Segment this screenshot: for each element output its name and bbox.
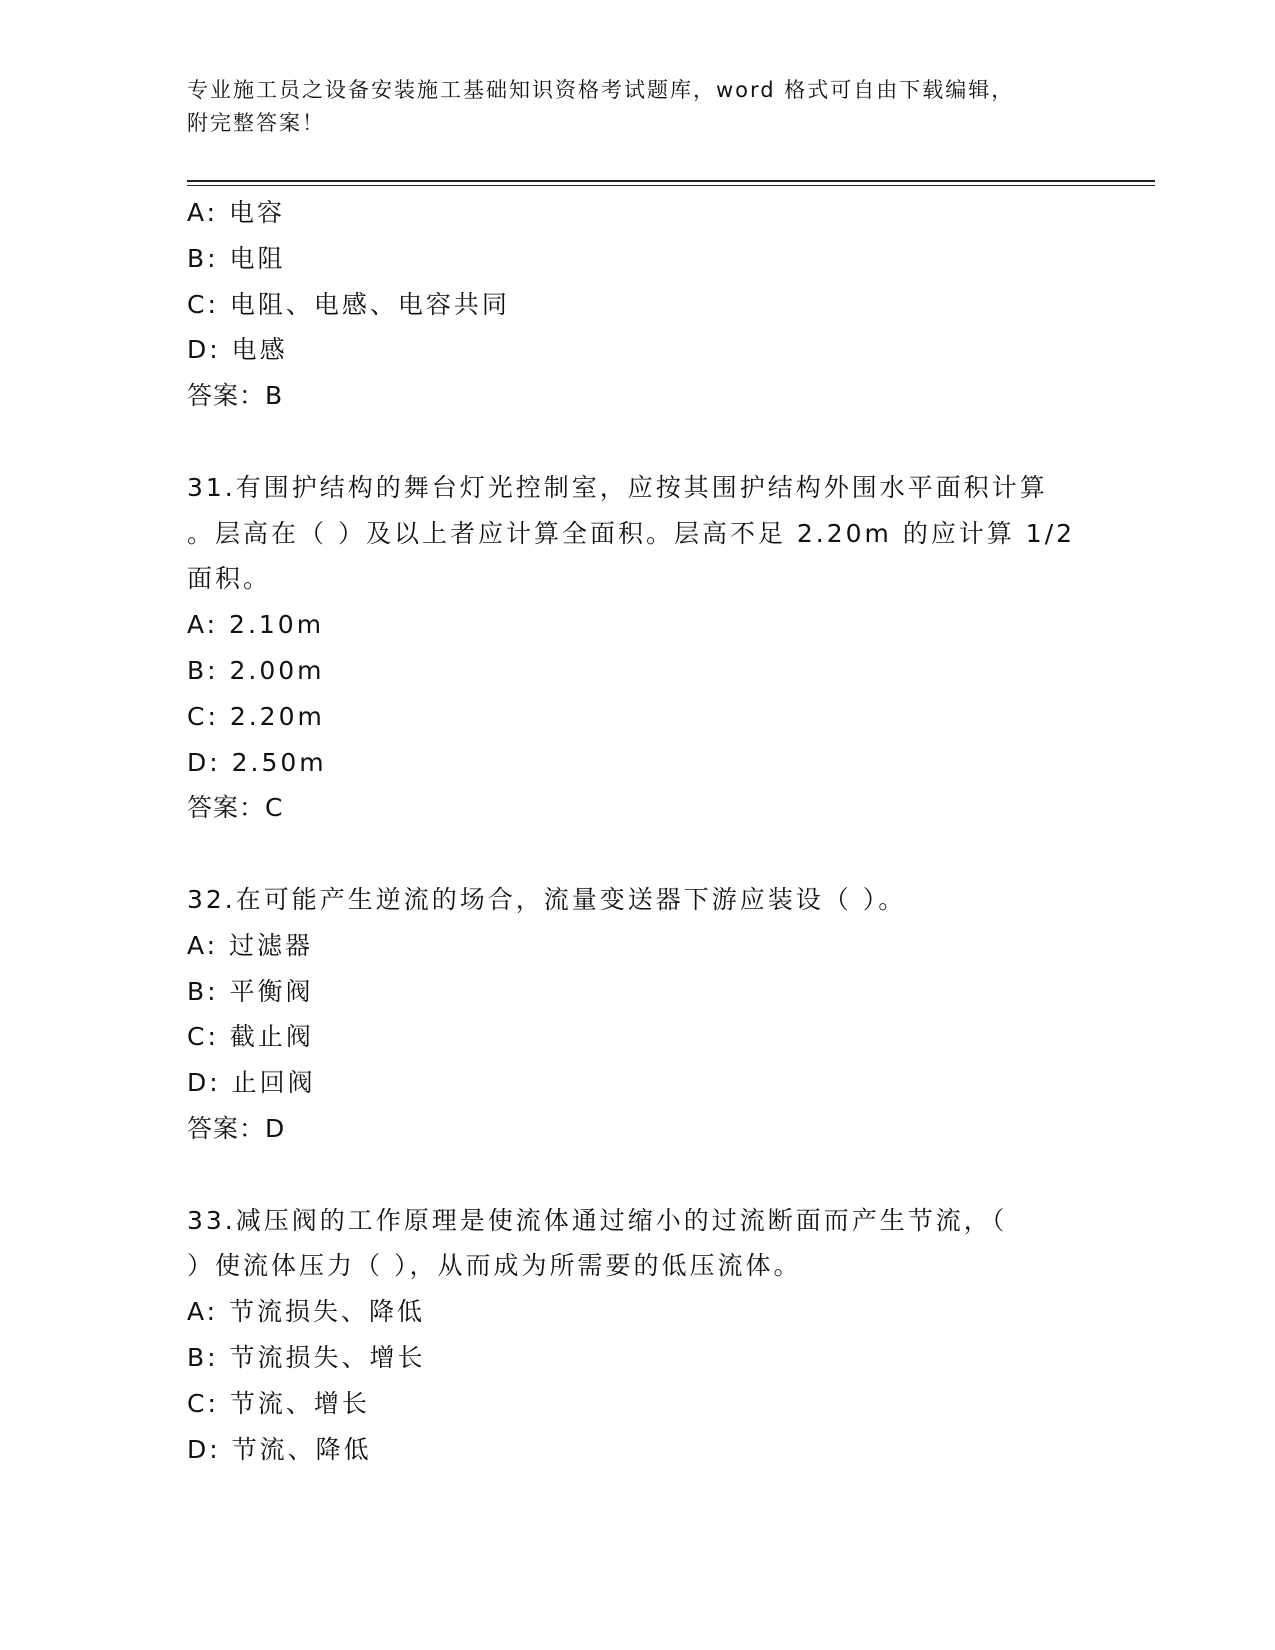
- answer-line: 答案：C: [187, 793, 284, 823]
- header-rule-thick: [187, 180, 1155, 182]
- option-d: D: 2.50m: [187, 747, 327, 777]
- question-30: [187, 190, 1155, 419]
- option-c: C: 截止阀: [187, 1022, 314, 1052]
- option-a: A: 过滤器: [187, 930, 314, 960]
- question-line: 面积。: [187, 564, 272, 594]
- option-b: B: 节流损失、增长: [187, 1342, 426, 1372]
- option-b: B: 电阻: [187, 243, 286, 273]
- question-line: 32.在可能产生逆流的场合，流量变送器下游应装设（ ）。: [187, 884, 907, 914]
- option-b: B: 平衡阀: [187, 976, 314, 1006]
- question-32: [187, 877, 1155, 1152]
- question-31: [187, 465, 1155, 831]
- question-text: [187, 465, 1155, 602]
- question-list: [187, 190, 1155, 1472]
- question-text: [187, 877, 1155, 923]
- option-a: A: 节流损失、降低: [187, 1297, 426, 1327]
- question-33: [187, 1198, 1155, 1473]
- question-line: 31.有围护结构的舞台灯光控制室，应按其围护结构外围水平面积计算: [187, 472, 1048, 502]
- option-a: A: 2.10m: [187, 610, 325, 640]
- header-line-1: 专业施工员之设备安装施工基础知识资格考试题库，word 格式可自由下载编辑，: [187, 78, 1015, 102]
- answer-line: 答案：D: [187, 1113, 286, 1143]
- option-d: D: 节流、降低: [187, 1434, 372, 1464]
- option-c: C: 节流、增长: [187, 1388, 370, 1418]
- question-line: ）使流体压力（ ），从而成为所需要的低压流体。: [187, 1251, 802, 1281]
- option-b: B: 2.00m: [187, 655, 325, 685]
- question-line: 。层高在（ ）及以上者应计算全面积。层高不足 2.20m 的应计算 1/2: [187, 518, 1076, 548]
- header-rule-thin: [187, 185, 1155, 186]
- option-d: D: 止回阀: [187, 1068, 316, 1098]
- question-line: 33.减压阀的工作原理是使流体通过缩小的过流断面而产生节流，（: [187, 1205, 1008, 1235]
- option-c: C: 电阻、电感、电容共同: [187, 289, 510, 319]
- option-a: A: 电容: [187, 198, 286, 227]
- header-line-2: 附完整答案！: [187, 111, 325, 135]
- question-text: [187, 1198, 1155, 1290]
- option-c: C: 2.20m: [187, 701, 325, 731]
- option-d: D: 电感: [187, 335, 288, 365]
- answer-line: 答案：B: [187, 381, 284, 411]
- document-header: [187, 74, 1087, 140]
